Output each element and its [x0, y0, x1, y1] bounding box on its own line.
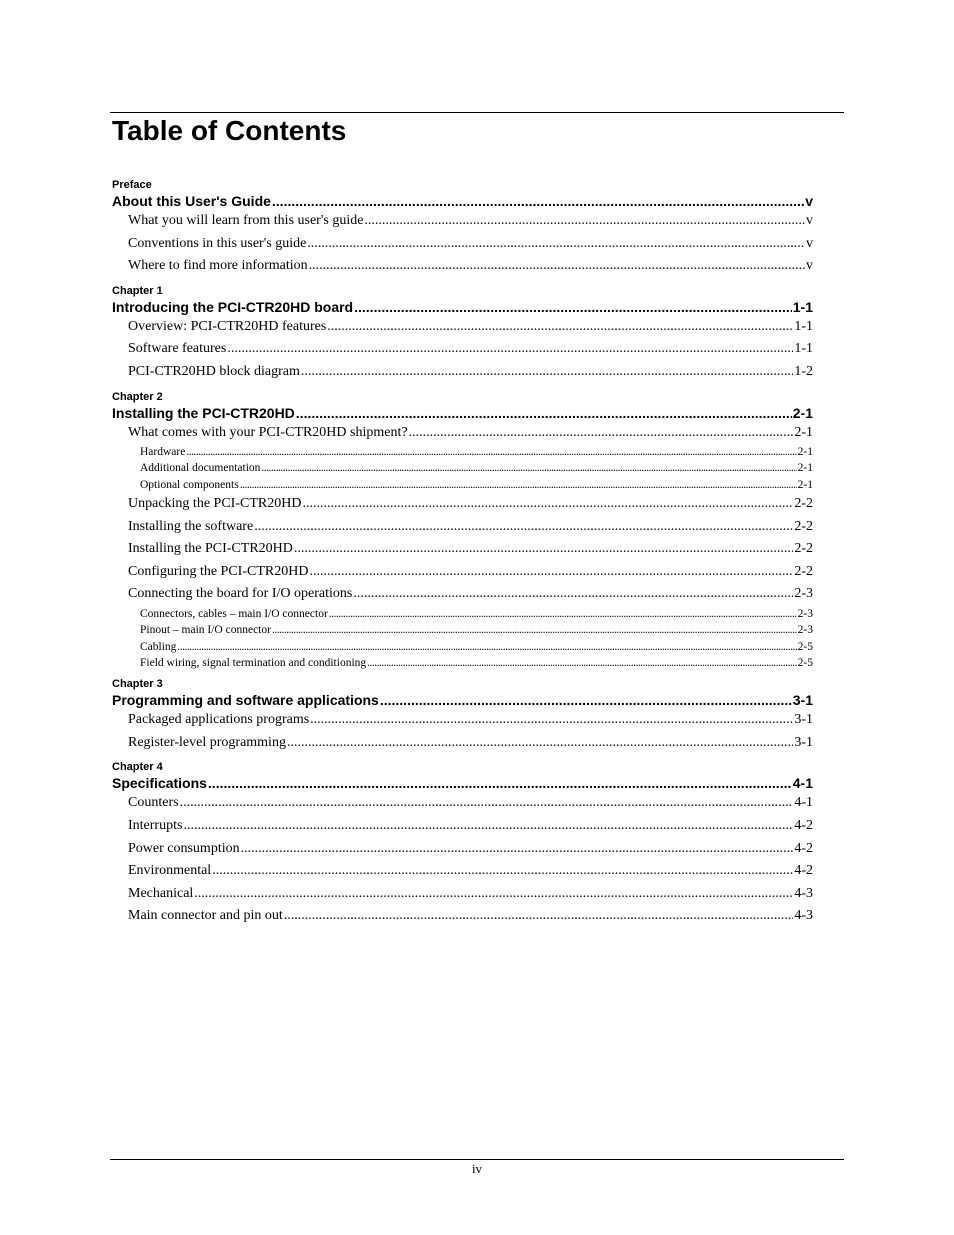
dot-leader	[380, 691, 792, 709]
toc-section-entry[interactable]	[112, 838, 813, 861]
entry-title: Programming and software applications	[112, 692, 379, 709]
dot-leader	[296, 404, 792, 422]
chapter-label: Preface	[112, 179, 152, 191]
entry-page-number: 2-2	[794, 541, 813, 557]
toc-section	[112, 284, 813, 384]
entry-page-number: 1-2	[794, 363, 813, 379]
chapter-label: Chapter 4	[112, 761, 163, 774]
page-title: Table of Contents	[112, 115, 347, 146]
dot-leader	[409, 422, 794, 445]
entry-page-number: 3-1	[792, 692, 813, 709]
toc-section-entry[interactable]	[112, 493, 813, 516]
toc-subsection-entry[interactable]	[112, 477, 813, 493]
entry-page-number: 2-1	[797, 478, 813, 491]
toc-section-entry[interactable]	[112, 815, 813, 838]
entry-page-number: 2-1	[792, 404, 813, 421]
chapter-label: Chapter 2	[112, 390, 163, 403]
toc-section-entry[interactable]	[112, 709, 813, 732]
entry-title: Additional documentation	[140, 462, 261, 475]
entry-page-number: 3-1	[794, 712, 813, 728]
entry-title: Counters	[128, 795, 179, 811]
entry-page-number: 2-5	[797, 656, 813, 669]
toc-section-entry[interactable]	[112, 538, 813, 561]
dot-leader	[329, 606, 797, 622]
dot-leader	[307, 233, 805, 256]
entry-page-number: 2-1	[797, 446, 813, 459]
entry-title: Environmental	[128, 863, 212, 879]
toc-section-entry[interactable]	[112, 561, 813, 584]
entry-title: Main connector and pin out	[128, 908, 283, 924]
dot-leader	[284, 905, 794, 928]
dot-leader	[272, 192, 804, 210]
chapter-label: Chapter 1	[112, 284, 163, 297]
entry-page-number: 2-2	[794, 518, 813, 534]
entry-title: Unpacking the PCI-CTR20HD	[128, 496, 302, 512]
entry-title: Overview: PCI-CTR20HD features	[128, 318, 327, 334]
toc-subsection-entry[interactable]	[112, 460, 813, 476]
toc-section-entry[interactable]	[112, 732, 813, 755]
entry-title: Installing the PCI-CTR20HD	[128, 541, 293, 557]
entry-title: Cabling	[140, 640, 177, 653]
entry-page-number: 4-2	[794, 840, 813, 856]
entry-title: Software features	[128, 341, 227, 357]
dot-leader	[294, 538, 793, 561]
toc-chapter-heading[interactable]	[112, 404, 813, 422]
entry-title: Introducing the PCI-CTR20HD board	[112, 298, 354, 315]
toc-section-entry[interactable]	[112, 316, 813, 339]
entry-title: About this User's Guide	[112, 193, 271, 209]
toc-section-entry[interactable]	[112, 516, 813, 539]
toc-chapter-heading[interactable]	[112, 298, 813, 316]
entry-page-number: v	[806, 258, 813, 274]
dot-leader	[353, 583, 793, 606]
dot-leader	[309, 255, 805, 278]
dot-leader	[186, 444, 796, 460]
entry-page-number: 4-3	[794, 908, 813, 924]
dot-leader	[240, 477, 797, 493]
dot-leader	[272, 622, 797, 638]
entry-page-number: 2-1	[797, 462, 813, 475]
toc-section-entry[interactable]	[112, 338, 813, 361]
entry-page-number: 2-1	[794, 424, 813, 440]
toc-section-entry[interactable]	[112, 422, 813, 445]
entry-page-number: 2-3	[797, 608, 813, 621]
toc-section-entry[interactable]	[112, 905, 813, 928]
dot-leader	[261, 460, 796, 476]
toc-chapter-heading[interactable]	[112, 192, 813, 210]
dot-leader	[177, 639, 796, 655]
entry-title: Configuring the PCI-CTR20HD	[128, 563, 309, 579]
entry-title: PCI-CTR20HD block diagram	[128, 363, 300, 379]
toc-section-entry[interactable]	[112, 583, 813, 606]
entry-title: Packaged applications programs	[128, 712, 310, 728]
toc-chapter-heading[interactable]	[112, 691, 813, 709]
toc-section-entry[interactable]	[112, 792, 813, 815]
footer-rule	[110, 1159, 844, 1160]
entry-page-number: 4-3	[794, 885, 813, 901]
toc-section	[112, 390, 813, 672]
toc-section-entry[interactable]	[112, 860, 813, 883]
dot-leader	[241, 838, 794, 861]
entry-page-number: v	[806, 235, 813, 251]
entry-title: Connecting the board for I/O operations	[128, 586, 353, 602]
dot-leader	[287, 732, 793, 755]
entry-title: Specifications	[112, 775, 207, 792]
toc-section-entry[interactable]	[112, 255, 813, 278]
dot-leader	[180, 792, 794, 815]
dot-leader	[309, 561, 793, 584]
dot-leader	[364, 210, 805, 233]
entry-title: Mechanical	[128, 885, 194, 901]
entry-title: Pinout – main I/O connector	[140, 624, 271, 637]
entry-page-number: 4-2	[794, 863, 813, 879]
entry-title: Optional components	[140, 478, 239, 491]
entry-title: Interrupts	[128, 817, 183, 833]
entry-page-number: 2-3	[794, 586, 813, 602]
entry-page-number: 2-2	[794, 563, 813, 579]
dot-leader	[367, 655, 797, 671]
dot-leader	[354, 298, 792, 316]
toc-subsection-entry[interactable]	[112, 444, 813, 460]
entry-page-number: v	[805, 193, 813, 209]
page-number: iv	[471, 1161, 483, 1176]
entry-title: Installing the software	[128, 518, 254, 534]
dot-leader	[327, 316, 793, 339]
toc-chapter-heading[interactable]	[112, 774, 813, 792]
entry-title: Hardware	[140, 446, 186, 459]
dot-leader	[194, 883, 793, 906]
toc-subsection-entry[interactable]	[112, 622, 813, 638]
entry-title: Installing the PCI-CTR20HD	[112, 404, 295, 421]
entry-title: What you will learn from this user's guide	[128, 213, 364, 228]
entry-page-number: 1-1	[794, 341, 813, 357]
dot-leader	[310, 709, 793, 732]
toc-section-entry[interactable]	[112, 210, 813, 233]
toc-subsection-entry[interactable]	[112, 606, 813, 622]
entry-page-number: 4-1	[794, 795, 813, 811]
dot-leader	[302, 493, 793, 516]
dot-leader	[301, 361, 793, 384]
toc-section	[112, 760, 813, 928]
dot-leader	[212, 860, 793, 883]
entry-title: Register-level programming	[128, 734, 286, 750]
table-of-contents	[112, 178, 813, 928]
entry-page-number: 4-2	[794, 817, 813, 833]
chapter-label: Chapter 3	[112, 678, 163, 691]
entry-page-number: 1-1	[794, 318, 813, 334]
toc-section	[112, 677, 813, 754]
entry-page-number: v	[806, 213, 813, 228]
entry-title: Where to find more information	[128, 258, 308, 274]
entry-page-number: 2-3	[797, 624, 813, 637]
entry-page-number: 2-5	[797, 640, 813, 653]
entry-title: Conventions in this user's guide	[128, 235, 307, 251]
entry-title: What comes with your PCI-CTR20HD shipment?	[128, 424, 408, 440]
entry-page-number: 2-2	[794, 496, 813, 512]
toc-section-entry[interactable]	[112, 883, 813, 906]
entry-title: Connectors, cables – main I/O connector	[140, 608, 328, 621]
entry-page-number: 4-1	[792, 775, 813, 792]
dot-leader	[254, 516, 793, 539]
entry-page-number: 1-1	[792, 298, 813, 315]
toc-subsection-entry[interactable]	[112, 655, 813, 671]
entry-page-number: 3-1	[794, 734, 813, 750]
dot-leader	[208, 774, 792, 792]
entry-title: Power consumption	[128, 840, 240, 856]
dot-leader	[183, 815, 793, 838]
toc-section-entry[interactable]	[112, 233, 813, 256]
toc-section	[112, 178, 813, 278]
toc-subsection-entry[interactable]	[112, 639, 813, 655]
dot-leader	[227, 338, 793, 361]
entry-title: Field wiring, signal termination and conditioning	[140, 656, 367, 669]
toc-section-entry[interactable]	[112, 361, 813, 384]
